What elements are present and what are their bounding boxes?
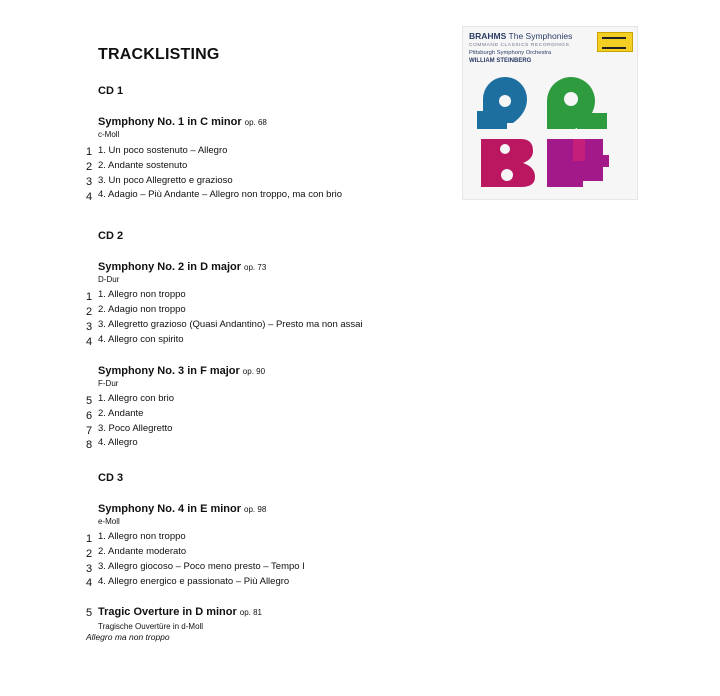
album-cover bbox=[462, 26, 638, 200]
deutsche-grammophon-logo bbox=[597, 32, 633, 52]
track-number: 5 bbox=[86, 607, 93, 619]
page-title: TRACKLISTING bbox=[98, 46, 220, 63]
overture-opus: op. 81 bbox=[239, 608, 263, 617]
track-number: 1 bbox=[86, 291, 93, 303]
cover-digit-1 bbox=[477, 77, 527, 129]
track-title: 4. Allegro con spirito bbox=[98, 334, 184, 345]
track-number: 4 bbox=[86, 336, 93, 348]
track-title: 1. Allegro non troppo bbox=[98, 531, 186, 542]
track-number: 1 bbox=[86, 146, 93, 158]
overture-tempo: Allegro ma non troppo bbox=[86, 632, 170, 642]
cover-series: COMMAND CLASSICS RECORDINGS bbox=[469, 43, 570, 48]
track-title: 3. Allegro giocoso – Poco meno presto – Tempo I bbox=[98, 561, 305, 572]
symphony2-opus: op. 73 bbox=[244, 263, 267, 272]
cover-title bbox=[469, 31, 572, 41]
symphony1-opus: op. 68 bbox=[244, 118, 267, 127]
track-number: 4 bbox=[86, 191, 93, 203]
cover-digit-4 bbox=[547, 139, 609, 187]
overture-title: Tragic Overture in D minor op. 81 bbox=[98, 606, 263, 618]
track-title: 2. Adagio non troppo bbox=[98, 304, 186, 315]
track-title: 1. Un poco sostenuto – Allegro bbox=[98, 145, 228, 156]
cover-composer: BRAHMS bbox=[469, 31, 507, 41]
cover-digit-2 bbox=[547, 77, 607, 129]
track-title: 2. Andante bbox=[98, 408, 144, 419]
track-title: 1. Allegro non troppo bbox=[98, 289, 186, 300]
track-number: 7 bbox=[86, 425, 93, 437]
cd3-label: CD 3 bbox=[98, 472, 124, 484]
track-number: 6 bbox=[86, 410, 93, 422]
symphony4-opus: op. 98 bbox=[244, 505, 267, 514]
symphony3-key: F-Dur bbox=[98, 379, 119, 388]
track-title: 2. Andante sostenuto bbox=[98, 160, 188, 171]
track-title: 4. Adagio – Più Andante – Allegro non troppo, ma con brio bbox=[98, 189, 343, 200]
cover-numbers-art bbox=[477, 77, 623, 187]
track-number: 3 bbox=[86, 563, 93, 575]
symphony2-title: Symphony No. 2 in D major op. 73 bbox=[98, 261, 267, 273]
symphony2-key: D-Dur bbox=[98, 275, 120, 284]
symphony4-key: e-Moll bbox=[98, 517, 120, 526]
track-title: 3. Poco Allegretto bbox=[98, 423, 173, 434]
symphony1-title: Symphony No. 1 in C minor op. 68 bbox=[98, 116, 267, 128]
track-number: 2 bbox=[86, 548, 93, 560]
cd2-label: CD 2 bbox=[98, 230, 124, 242]
cover-orchestra: Pittsburgh Symphony Orchestra bbox=[469, 50, 552, 56]
cd1-label: CD 1 bbox=[98, 85, 124, 97]
symphony4-title: Symphony No. 4 in E minor op. 98 bbox=[98, 503, 267, 515]
symphony1-key: c-Moll bbox=[98, 130, 120, 139]
track-title: 4. Allegro energico e passionato – Più Allegro bbox=[98, 576, 290, 587]
track-title: 4. Allegro bbox=[98, 437, 138, 448]
cover-conductor: WILLIAM STEINBERG bbox=[469, 58, 532, 64]
cover-digit-3 bbox=[481, 139, 535, 187]
track-title: 2. Andante moderato bbox=[98, 546, 187, 557]
track-number: 2 bbox=[86, 161, 93, 173]
track-number: 3 bbox=[86, 176, 93, 188]
track-number: 2 bbox=[86, 306, 93, 318]
track-title: 3. Allegretto grazioso (Quasi Andantino) – Presto ma non assai bbox=[98, 319, 363, 330]
overture-german-title: Tragische Ouvertüre in d-Moll bbox=[98, 622, 204, 631]
track-number: 8 bbox=[86, 439, 93, 451]
track-number: 1 bbox=[86, 533, 93, 545]
track-title: 3. Un poco Allegretto e grazioso bbox=[98, 175, 233, 186]
track-number: 3 bbox=[86, 321, 93, 333]
symphony3-title: Symphony No. 3 in F major op. 90 bbox=[98, 365, 266, 377]
symphony3-opus: op. 90 bbox=[242, 367, 266, 376]
track-title: 1. Allegro con brio bbox=[98, 393, 175, 404]
cover-subtitle: The Symphonies bbox=[508, 31, 573, 41]
track-number: 4 bbox=[86, 577, 93, 589]
track-number: 5 bbox=[86, 395, 93, 407]
